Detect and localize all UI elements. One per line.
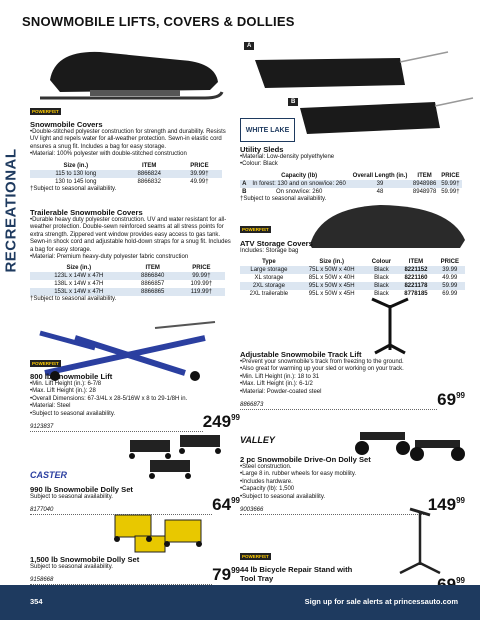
item-number: 9123837 xyxy=(30,424,203,432)
product-name: 2 pc Snowmobile Drive-On Dolly Set xyxy=(240,455,371,464)
price: $79^{99}$ xyxy=(212,565,240,585)
track-lift-image xyxy=(360,295,420,355)
table-row: Large storage 75L x 50W x 40H Black 8221152 39.99 xyxy=(240,266,465,274)
bullet: •Colour: Black xyxy=(240,161,278,168)
table-row: 138L x 14W x 47H 8866857 109.99† xyxy=(54,281,213,288)
bullet: •Capacity (lb): 1,500 xyxy=(240,486,295,493)
lift-800-block xyxy=(30,352,240,432)
footer-link[interactable]: Sign up for sale alerts at princessauto.com xyxy=(304,597,458,606)
page-title: SNOWMOBILE LIFTS, COVERS & DOLLIES xyxy=(22,14,295,29)
product-name: ATV Storage Covers xyxy=(240,239,313,248)
product-name: 44 lb Bicycle Repair Stand with Tool Tray xyxy=(240,565,353,583)
price: 99 xyxy=(456,576,465,585)
bullet: •Includes hardware. xyxy=(240,478,293,485)
product-name: 1,500 lb Snowmobile Dolly Set xyxy=(30,555,140,564)
section-tab: RECREATIONAL xyxy=(2,147,20,273)
bullet: •Subject to seasonal availability. xyxy=(30,410,116,417)
table-row: 123L x 14W x 47H 8866840 99.99† xyxy=(30,272,225,280)
utility-sleds-block xyxy=(240,145,465,203)
bullet: •Durable heavy duty polyester construction. UV and water resistant for all-weather protection. Double-sewn reinforced seams at all stress points for extra strength. Zippered vent window provides easy access to gas tank. Sewn-in shock cord and adjustable hold-down straps for a snug fit. Includes a bag for easy storage. xyxy=(30,217,231,253)
brand-logo-valley: VALLEY xyxy=(240,435,275,445)
table-row: B On snow/ice: 260 48 8948978 59.99† xyxy=(242,188,460,195)
table-row: 115 to 130 long 8866824 39.99† xyxy=(30,170,222,178)
bullet: •Also great for warming up your sled or working on your track. xyxy=(240,366,404,373)
brand-logo-caster: CASTER xyxy=(30,470,68,480)
bullet: •Overall Dimensions: 67-3/4L x 28-5/16W x 8 to 29-1/8H in. xyxy=(30,395,188,402)
product-name: Snowmobile Covers xyxy=(30,120,103,129)
item-number: 8866873 xyxy=(240,402,437,410)
availability: Subject to seasonal availability. xyxy=(30,494,113,500)
product-name: 800 lb Snowmobile Lift xyxy=(30,372,113,381)
table-row: XL storage 85L x 50W x 40H Black 8221160 49.99 xyxy=(254,275,458,282)
brand-logo-white-lake: WHITE LAKE xyxy=(240,118,295,142)
price: $249^{99}$ xyxy=(202,412,240,432)
price-table: Capacity (lb) Overall Length (in.) ITEM PRICE A In forest: 130 and on snow/ice: 260 39 8948986 59.99† B On snow/ice: 260 48 8948978 59.99† xyxy=(240,172,462,196)
bullet: •Max. Lift Height (in.): 6-1/2 xyxy=(240,381,313,388)
dolly-990-image xyxy=(120,430,230,485)
note: †Subject to seasonal availability. xyxy=(240,195,327,202)
brand-logo-powerfist: POWERFIST xyxy=(242,227,269,232)
bullet: •Material: Powder-coated steel xyxy=(240,388,322,395)
snowmobile-cover-image xyxy=(30,40,230,105)
product-name: Utility Sleds xyxy=(240,145,284,154)
sled-label-a: A xyxy=(244,42,254,50)
dolly-1500-block xyxy=(30,555,240,585)
table-row: A In forest: 130 and on snow/ice: 260 39 8948986 59.99† xyxy=(240,180,462,188)
bullet: •Max. Lift Height (in.): 28 xyxy=(30,388,96,395)
availability: Subject to seasonal availability. xyxy=(30,564,113,570)
brand-logo-powerfist: POWERFIST xyxy=(32,109,59,114)
item-number: 9158668 xyxy=(30,577,212,585)
brand-logo-powerfist: POWERFIST xyxy=(242,554,269,559)
item-number: 9003666 xyxy=(240,507,428,515)
sled-label-b: B xyxy=(288,98,298,106)
table-row: 2XL trailerable 95L x 50W x 45H Black 8778185 69.99 xyxy=(249,291,458,298)
snowmobile-covers-block xyxy=(30,100,230,193)
price-table: Type Size (in.) Colour ITEM PRICE Large storage 75L x 50W x 40H Black 8221152 39.99 XL storage 85L x 50W x 40H Black 8221160 49.99 2XL storage 95L x 50W x 45H Black 8221178 59.99 2XL trailerable 95L x 50W x 45H Black 8778185 69.99 xyxy=(240,258,465,298)
bullet: •Material: Steel xyxy=(30,403,71,410)
price: $149^{99}$ xyxy=(427,495,465,515)
subtitle: Includes: Storage bag xyxy=(240,248,299,254)
bullet: •Material: 100% polyester with double-stitched construction xyxy=(30,151,187,158)
table-row: 2XL storage 95L x 50W x 45H Black 8221178 59.99 xyxy=(240,282,465,290)
bullet: •Prevent your snowmobile's track from freezing to the ground. xyxy=(240,359,404,365)
page-number: 354 xyxy=(30,597,43,606)
bullet: •Material: Premium heavy-duty polyester fabric construction xyxy=(30,254,189,261)
sled-a-image xyxy=(250,50,450,95)
table-row: 153L x 14W x 47H 8866865 119.99† xyxy=(30,288,225,296)
price-table: Size (in.) ITEM PRICE 115 to 130 long 8866824 39.99† 130 to 145 long 8866832 49.99† xyxy=(30,162,222,186)
sled-b-image xyxy=(295,96,475,138)
price: $64^{99}$ xyxy=(212,495,240,515)
atv-covers-block xyxy=(240,218,465,298)
bullet: •Double-stitched polyester construction for strength and durability. Resists UV light and repels water for all-weather protection. Sewn-in elastic cord ensures a snug fit. Includes a bag for easy storage. xyxy=(30,129,226,150)
bullet: •Min. Lift Height (in.): 18 to 31 xyxy=(240,373,320,380)
trailer-covers-block xyxy=(30,208,235,304)
product-name: 990 lb Snowmobile Dolly Set xyxy=(30,485,133,494)
note: †Subject to seasonal availability. xyxy=(30,185,117,192)
track-lift-block xyxy=(240,350,465,410)
price-table: Size (in.) ITEM PRICE 123L x 14W x 47H 8866840 99.99† 138L x 14W x 47H 8866857 109.99† 153L x 14W x 47H 8866865 119.99† xyxy=(30,264,225,296)
price: $69^{99}$ xyxy=(437,390,465,410)
product-name: Trailerable Snowmobile Covers xyxy=(30,208,143,217)
bullet: •Material: Low-density polyethylene xyxy=(240,154,335,160)
brand-logo-powerfist: POWERFIST xyxy=(32,361,59,366)
bullet: •Large 8 in. rubber wheels for easy mobility. xyxy=(240,471,357,478)
table-row: 130 to 145 long 8866832 49.99† xyxy=(55,178,209,185)
footer-bar xyxy=(0,585,480,620)
note: †Subject to seasonal availability. xyxy=(30,296,117,303)
product-name: Adjustable Snowmobile Track Lift xyxy=(240,350,362,359)
bullet: •Min. Lift Height (in.): 6-7/8 xyxy=(30,381,102,387)
dolly-1500-image xyxy=(95,510,225,555)
bullet: •Steel construction. xyxy=(240,464,292,470)
bullet: •Subject to seasonal availability. xyxy=(240,493,326,500)
item-number: 8177040 xyxy=(30,507,212,515)
